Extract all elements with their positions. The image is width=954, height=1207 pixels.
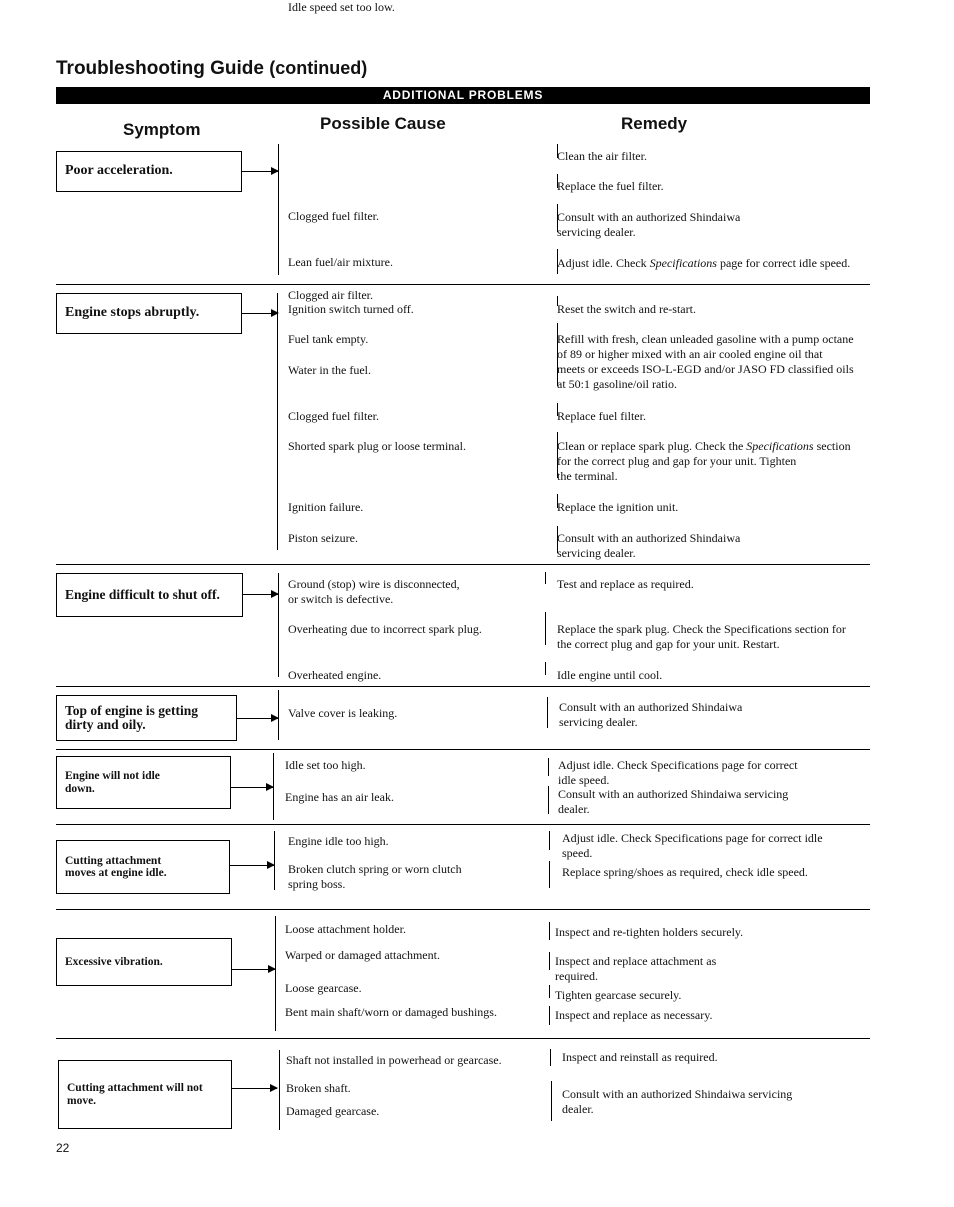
- symptom-box: Top of engine is getting dirty and oily.: [56, 695, 237, 741]
- remedy-text: Consult with an authorized Shindaiwa servicing dealer.: [557, 210, 741, 239]
- cause-bracket-line: [273, 753, 274, 820]
- cause-text: Shaft not installed in powerhead or gearcase.: [286, 1053, 502, 1067]
- remedy-bracket-line: [549, 922, 550, 940]
- arrow-icon: [231, 1088, 277, 1089]
- arrow-icon: [236, 718, 278, 719]
- cause-text: Valve cover is leaking.: [288, 706, 398, 720]
- remedy-bracket-line: [549, 952, 550, 970]
- remedy-text: Inspect and replace attachment as required.: [555, 954, 717, 983]
- cause-text: Broken shaft.: [286, 1081, 351, 1095]
- remedy-bracket-line: [550, 1049, 551, 1066]
- symptom-box: Cutting attachment moves at engine idle.: [56, 840, 230, 894]
- cause-text: Warped or damaged attachment.: [285, 948, 440, 962]
- cause-text: Damaged gearcase.: [286, 1104, 380, 1118]
- remedy-text: Inspect and reinstall as required.: [562, 1050, 718, 1064]
- remedy-bracket-line: [545, 572, 546, 584]
- remedy-text: Replace spring/shoes as required, check idle speed.: [562, 865, 808, 879]
- page-title-continued: (continued): [269, 58, 368, 78]
- remedy-text: Replace fuel filter.: [557, 409, 646, 423]
- cause-text: Ignition failure.: [288, 500, 364, 514]
- remedy-text: Consult with an authorized Shindaiwa servicing dealer.: [559, 700, 743, 729]
- symptom-box: Poor acceleration.: [56, 151, 242, 192]
- remedy-bracket-line: [551, 1081, 552, 1121]
- cause-text: Fuel tank empty.: [288, 332, 369, 346]
- cause-text: Loose gearcase.: [285, 981, 362, 995]
- remedy-bracket-line: [549, 1006, 550, 1025]
- remedy-text: Tighten gearcase securely.: [555, 988, 682, 1002]
- cause-text: Bent main shaft/worn or damaged bushings.: [285, 1005, 497, 1019]
- remedy-bracket-line: [548, 786, 549, 814]
- remedy-bracket-line: [549, 831, 550, 850]
- remedy-text: Consult with an authorized Shindaiwa servicing dealer.: [558, 787, 789, 816]
- remedy-text: Replace the spark plug. Check the Specifications section for the correct plug and gap for your unit. Restart.: [557, 622, 846, 651]
- cause-text: Piston seizure.: [288, 531, 358, 545]
- remedy-text: Replace the ignition unit.: [557, 500, 679, 514]
- cause-text: Broken clutch spring or worn clutch spring boss.: [288, 862, 462, 891]
- remedy-text: Test and replace as required.: [557, 577, 694, 591]
- remedy-text: Consult with an authorized Shindaiwa servicing dealer.: [557, 531, 741, 560]
- remedy-text: Idle engine until cool.: [557, 668, 663, 682]
- cause-text: Ground (stop) wire is disconnected, or switch is defective.: [288, 577, 460, 606]
- symptom-column-header: Symptom: [123, 120, 201, 139]
- remedy-text: Inspect and re-tighten holders securely.: [555, 925, 744, 939]
- remedy-bracket-line: [545, 662, 546, 675]
- cause-bracket-line: [279, 1050, 280, 1130]
- remedy-text: Clean the air filter.: [557, 149, 647, 163]
- page-number: 22: [56, 1141, 70, 1155]
- symptom-box: Excessive vibration.: [56, 938, 232, 986]
- symptom-box: Cutting attachment will not move.: [58, 1060, 232, 1129]
- cause-text: Engine has an air leak.: [285, 790, 394, 804]
- cause-text: Clogged air filter.: [288, 288, 373, 302]
- remedy-text: Reset the switch and re-start.: [557, 302, 696, 316]
- remedy-text: Refill with fresh, clean unleaded gasoline with a pump octane of 89 or higher mixed with an air cooled engine oil that meets or exceeds ISO-L-EGD and/or JASO FD classified oils at 50:1 gasoline/oil ratio.: [557, 332, 854, 391]
- remedy-bracket-line: [545, 612, 546, 645]
- cause-bracket-line: [278, 690, 279, 740]
- arrow-icon: [241, 313, 278, 314]
- remedy-bracket-line: [547, 697, 548, 728]
- cause-bracket-line: [277, 293, 278, 550]
- cause-text: Clogged fuel filter.: [288, 409, 379, 423]
- remedy-bracket-line: [549, 861, 550, 888]
- section-banner: ADDITIONAL PROBLEMS: [56, 87, 870, 104]
- remedy-column-header: Remedy: [621, 114, 688, 133]
- cause-text: Shorted spark plug or loose terminal.: [288, 439, 466, 453]
- remedy-text: Adjust idle. Check Specifications page for correct idle speed.: [558, 758, 798, 787]
- page-title-main: Troubleshooting Guide: [56, 58, 264, 79]
- cause-text: Loose attachment holder.: [285, 922, 406, 936]
- row-divider: [56, 909, 870, 910]
- symptom-box: Engine stops abruptly.: [56, 293, 242, 334]
- symptom-box: Engine will not idle down.: [56, 756, 231, 809]
- cause-text: Idle set too high.: [285, 758, 366, 772]
- remedy-bracket-line: [548, 758, 549, 776]
- cause-bracket-line: [278, 573, 279, 677]
- cause-text: Overheating due to incorrect spark plug.: [288, 622, 482, 636]
- row-divider: [56, 824, 870, 825]
- row-divider: [56, 686, 870, 687]
- cause-column-header: Possible Cause: [320, 114, 446, 133]
- row-divider: [56, 749, 870, 750]
- row-divider: [56, 1038, 870, 1039]
- arrow-icon: [230, 787, 273, 788]
- remedy-text: Replace the fuel filter.: [557, 179, 664, 193]
- cause-text: Lean fuel/air mixture.: [288, 255, 393, 269]
- cause-bracket-line: [274, 831, 275, 890]
- arrow-icon: [241, 171, 278, 172]
- cause-text: Ignition switch turned off.: [288, 302, 414, 316]
- cause-text: Idle speed set too low.: [288, 0, 395, 14]
- cause-text: Water in the fuel.: [288, 363, 371, 377]
- cause-text: Clogged fuel filter.: [288, 209, 379, 223]
- symptom-box: Engine difficult to shut off.: [56, 573, 243, 617]
- remedy-text: Clean or replace spark plug. Check the Specifications section for the correct plug and gap for your unit. Tighten the terminal.: [557, 439, 851, 483]
- cause-bracket-line: [278, 144, 279, 275]
- remedy-text: Consult with an authorized Shindaiwa servicing dealer.: [562, 1087, 793, 1116]
- remedy-bracket-line: [549, 985, 550, 998]
- arrow-icon: [229, 865, 274, 866]
- row-divider: [56, 284, 870, 285]
- remedy-text: Adjust idle. Check Specifications page for correct idle speed.: [562, 831, 823, 860]
- cause-text: Engine idle too high.: [288, 834, 389, 848]
- cause-text: Overheated engine.: [288, 668, 382, 682]
- cause-bracket-line: [275, 916, 276, 1031]
- remedy-text: Inspect and replace as necessary.: [555, 1008, 713, 1022]
- arrow-icon: [231, 969, 275, 970]
- row-divider: [56, 564, 870, 565]
- remedy-text: Adjust idle. Check Specifications page for correct idle speed.: [557, 256, 851, 270]
- page-title: [56, 58, 367, 80]
- arrow-icon: [242, 594, 278, 595]
